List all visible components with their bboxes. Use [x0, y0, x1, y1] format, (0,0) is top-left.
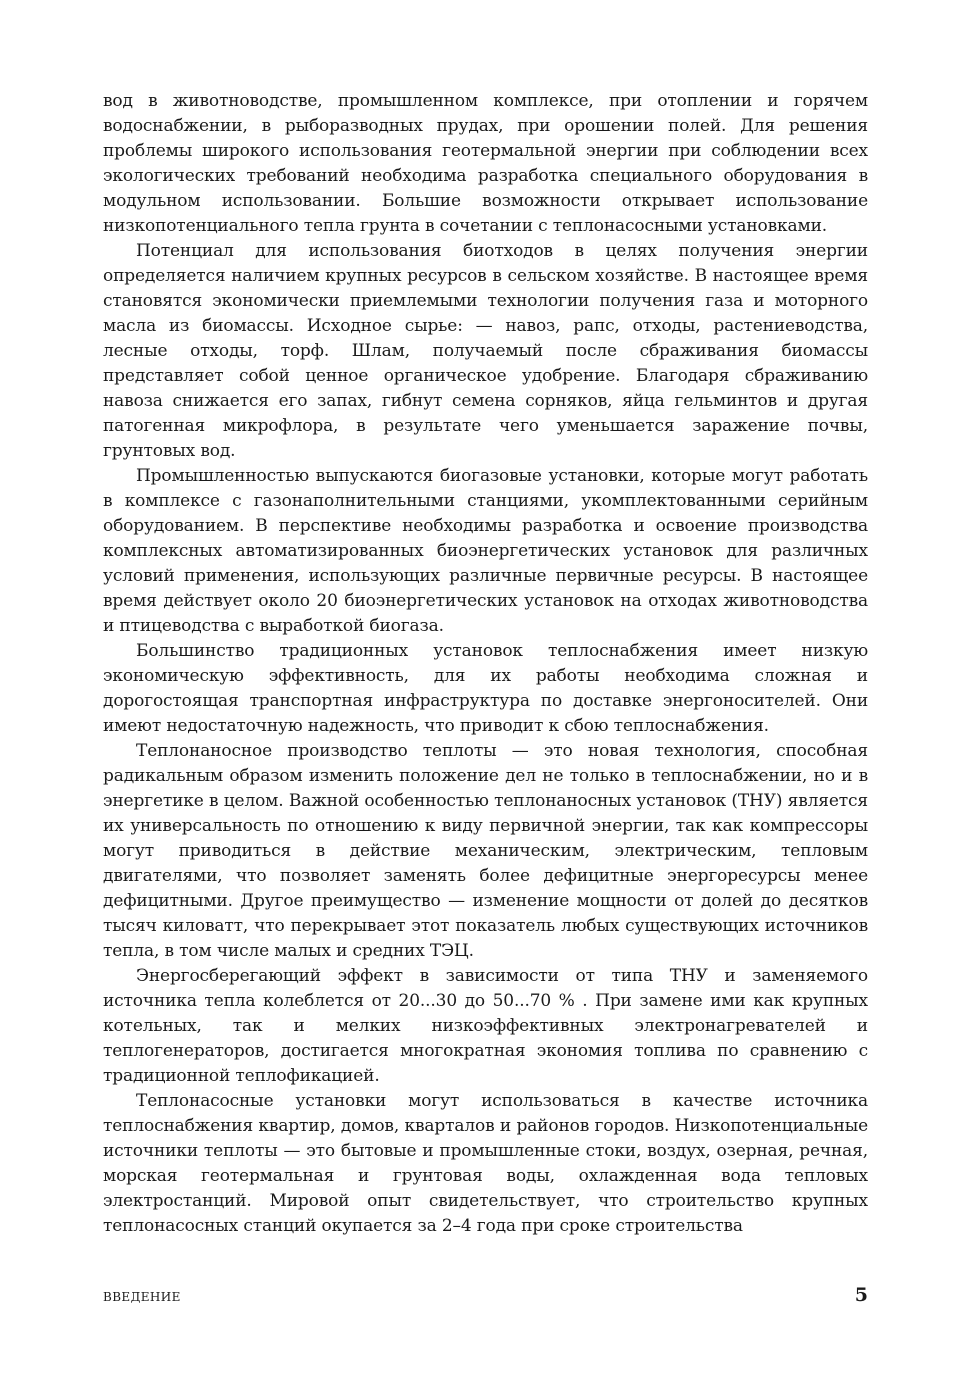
paragraph-traditional-heating: Большинство традиционных установок теплоснабжения имеет низкую экономическую эффективность, для их работы необходима сложная и дорогостоящая транспортная инфраструктура по доставке энергоносителей. Они имеют недостаточную надежность, что приводит к сбою теплоснабжения. — [103, 641, 868, 736]
body-text — [103, 89, 868, 1239]
paragraph-biowaste-potential: Потенциал для использования биотходов в целях получения энергии определяется наличием крупных ресурсов в сельском хозяйстве. В настоящее время становятся экономически приемлемыми технологии получения газа и моторного масла из биомассы. Исходное сырье: — навоз, рапс, отходы, растениеводства, лесные отходы, торф. Шлам, получаемый после сбраживания биомассы представляет собой ценное органическое удобрение. Благодаря сбраживанию навоза снижается его запах, гибнут семена сорняков, яйца гельминтов и другая патогенная микрофлора, в результате чего уменьшается заражение почвы, грунтовых вод. — [103, 241, 868, 461]
running-head: ВВЕДЕНИЕ — [103, 1290, 181, 1304]
paragraph-heat-pump-applications: Теплонасосные установки могут использоваться в качестве источника теплоснабжения квартир, домов, кварталов и районов городов. Низкопотенциальные источники теплоты — это бытовые и промышленные стоки, воздух, озерная, речная, морская геотермальная и грунтовая воды, охлажденная вода тепловых электростанций. Мировой опыт свидетельствует, что строительство крупных теплонасосных станций окупается за 2–4 года при сроке строительства — [103, 1091, 868, 1236]
paragraph-energy-saving-effect: Энергосберегающий эффект в зависимости от типа ТНУ и заменяемого источника тепла колеблется от 20...30 до 50...70 % . При замене ими как крупных котельных, так и мелких низкоэффективных электронагревателей и теплогенераторов, достигается многократная экономия топлива по сравнению с традиционной теплофикацией. — [103, 966, 868, 1086]
page-footer — [103, 1284, 868, 1308]
page-number: 5 — [854, 1284, 868, 1306]
paragraph-biogas-installations: Промышленностью выпускаются биогазовые установки, которые могут работать в комплексе с газонаполнительными станциями, укомплектованными серийным оборудованием. В перспективе необходимы разработка и освоение производства комплексных автоматизированных биоэнергетических установок для различных условий применения, использующих различные первичные ресурсы. В настоящее время действует около 20 биоэнергетических установок на отходах животноводства и птицеводства с выработкой биогаза. — [103, 466, 868, 636]
paragraph-heat-pump-technology: Теплонаносное производство теплоты — это новая технология, способная радикальным образом изменить положение дел не только в теплоснабжении, но и в энергетике в целом. Важной особенностью теплонаносных установок (ТНУ) является их универсальность по отношению к виду первичной энергии, так как компрессоры могут приводиться в действие механическим, электрическим, тепловым двигателями, что позволяет заменять более дефицитные энергоресурсы менее дефицитными. Другое преимущество — изменение мощности от долей до десятков тысяч киловатт, что перекрывает этот показатель любых существующих источников тепла, в том числе малых и средних ТЭЦ. — [103, 741, 868, 961]
paragraph-geothermal-continued: вод в животноводстве, промышленном комплексе, при отоплении и горячем водоснабжении, в рыборазводных прудах, при орошении полей. Для решения проблемы широкого использования геотермальной энергии при соблюдении всех экологических требований необходима разработка специального оборудования в модульном использовании. Большие возможности открывает использование низкопотенциального тепла грунта в сочетании с теплонасосными установками. — [103, 91, 868, 236]
